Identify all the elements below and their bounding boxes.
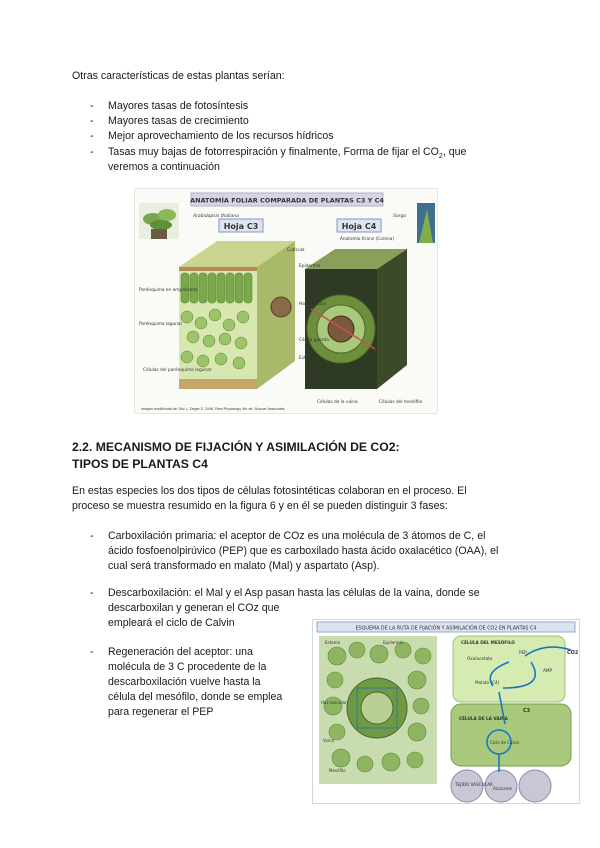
micro-label: Epidermis bbox=[383, 640, 403, 645]
vascular-core bbox=[361, 692, 393, 724]
banner-title: ESQUEMA DE LA RUTA DE FIJACIÓN Y ASIMILACIÓN DE CO2 EN PLANTAS C4 bbox=[355, 626, 537, 632]
malate-label: Malato (C4) bbox=[475, 680, 500, 685]
epidermis-bottom bbox=[179, 379, 257, 389]
c3-label: C3 bbox=[523, 708, 531, 714]
micro-label: Haz vascular bbox=[321, 700, 347, 705]
c4-pathway-diagram bbox=[313, 620, 579, 803]
micro-label: Vaina bbox=[323, 738, 334, 743]
subscript: 2 bbox=[438, 152, 443, 160]
label-lagunar: Parénquima lagunar bbox=[139, 322, 183, 327]
micro-label: Estoma bbox=[325, 640, 340, 645]
section-heading bbox=[72, 439, 400, 473]
leaf-anatomy-illustration bbox=[135, 189, 437, 413]
vascular-bundle-c4 bbox=[328, 316, 354, 342]
banner-title: ANATOMÍA FOLIAR COMPARADA DE PLANTAS C3 Y C4 bbox=[190, 196, 384, 205]
list-item bbox=[90, 645, 282, 720]
list-item-line: descarboxilación vuelve hasta la bbox=[108, 676, 261, 688]
label-estoma: Estoma bbox=[299, 356, 316, 361]
co2-label: CO2 bbox=[567, 650, 579, 656]
list-item bbox=[90, 145, 466, 175]
leaf-shape bbox=[158, 209, 176, 221]
list-item-line: para regenerar el PEP bbox=[108, 706, 214, 718]
label-cuticula: Cutícula bbox=[287, 248, 305, 253]
pot-shape bbox=[151, 229, 167, 239]
species-right: Sorgo bbox=[393, 214, 407, 219]
list-item-line: Descarboxilación: el Mal y el Asp pasan hasta las células de la vaina, donde se bbox=[108, 587, 480, 599]
leaf-c3-label: Hoja C3 bbox=[223, 222, 259, 231]
species-left: Arabidopsis thaliana bbox=[193, 214, 239, 219]
calvin-label: Ciclo de Calvin bbox=[490, 740, 520, 745]
list-item-line: descarboxilan y generan el COz que bbox=[108, 602, 280, 614]
label-haz: Haz vascular bbox=[299, 302, 327, 307]
list-item-text: , que bbox=[442, 145, 467, 158]
list-item: - Mayores tasas de crecimiento bbox=[90, 114, 466, 129]
list-item-line: Carboxilación primaria: el aceptor de COz es una molécula de 3 átomos de C, el bbox=[108, 530, 486, 542]
label-celulas-parenquima: Células del parénquima lagunar bbox=[143, 368, 212, 373]
list-item-line: Regeneración del aceptor: una bbox=[108, 646, 253, 658]
paragraph-line: En estas especies los dos tipos de células fotosintéticas colaboran en el proceso. El bbox=[72, 485, 467, 497]
intro-paragraph bbox=[72, 484, 467, 514]
leaf-anatomy-figure bbox=[134, 188, 438, 414]
paragraph-line: proceso se muestra resumido en la figura 6 y en él se pueden distinguir 3 fases: bbox=[72, 500, 448, 512]
sheath-cell-label: CÉLULA DE LA VAINA bbox=[459, 716, 508, 721]
label-empalizada: Parénquima en empalizada bbox=[139, 288, 198, 293]
list-item: - Mayores tasas de fotosíntesis bbox=[90, 99, 466, 114]
sugars-label: Azúcares bbox=[493, 786, 512, 791]
micro-label: Mesófilo bbox=[329, 768, 346, 773]
list-item-line: cual será transformado en malato (Mal) y aspartato (Asp). bbox=[108, 560, 380, 572]
cuticle-top bbox=[179, 267, 257, 271]
vascular-tissue-shape bbox=[519, 770, 551, 802]
amp-label: AMP bbox=[543, 668, 553, 673]
oxalacetate-label: Oxalacetato bbox=[467, 656, 493, 661]
list-item-line: célula del mesófilo, donde se emplea bbox=[108, 691, 283, 703]
figure1-caption: Imagen modificada de: Taiz L, Zeiger E. 2006. Plant Physiology 4th ed. Sinauer Associates bbox=[141, 407, 285, 411]
list-item-line: ácido fosfoenolpirúvico (PEP) que es carboxilado hasta ácido oxalacético (OAA), el bbox=[108, 545, 499, 557]
list-item-text: Tasas muy bajas de fotorrespiración y finalmente, Forma de fijar el CO bbox=[108, 145, 439, 158]
vascular-bundle-c3 bbox=[271, 297, 291, 317]
intro-text: Otras características de estas plantas serían: bbox=[72, 70, 285, 82]
pep-label: PEP bbox=[519, 650, 527, 655]
list-item-text: veremos a continuación bbox=[108, 160, 220, 173]
traits-list bbox=[90, 99, 466, 175]
label-vaina: Células de la vaina bbox=[317, 400, 358, 405]
anatomy-c4-label: Anatomía Kranz (Corona) bbox=[339, 237, 395, 242]
phase-1-item bbox=[90, 529, 498, 574]
phase-3-item bbox=[90, 645, 282, 720]
c4-pathway-figure bbox=[312, 619, 580, 804]
vascular-tissue-label: TEJIDO VASCULAR bbox=[455, 782, 493, 787]
leaf-c4-label: Hoja C4 bbox=[341, 222, 377, 231]
leaf-shape bbox=[150, 220, 172, 230]
section-heading-line: TIPOS DE PLANTAS C4 bbox=[72, 457, 208, 471]
section-heading-line: 2.2. MECANISMO DE FIJACIÓN Y ASIMILACIÓN DE CO2: bbox=[72, 440, 400, 454]
list-item-line: molécula de 3 C procedente de la bbox=[108, 661, 267, 673]
label-celula-guarda: Célula guarda bbox=[299, 338, 329, 343]
list-item bbox=[90, 529, 498, 574]
mesophyll-cell-label: CÉLULA DEL MESÓFILO bbox=[461, 640, 515, 645]
sheath-cell-shape bbox=[451, 704, 571, 766]
label-epidermis: Epidermis bbox=[299, 264, 321, 269]
label-mesofilo: Células del mesófilo bbox=[379, 400, 423, 405]
c4-side-face bbox=[377, 249, 407, 389]
list-item-line: empleará el ciclo de Calvin bbox=[108, 617, 235, 629]
list-item: - Mejor aprovechamiento de los recursos hídricos bbox=[90, 129, 466, 144]
